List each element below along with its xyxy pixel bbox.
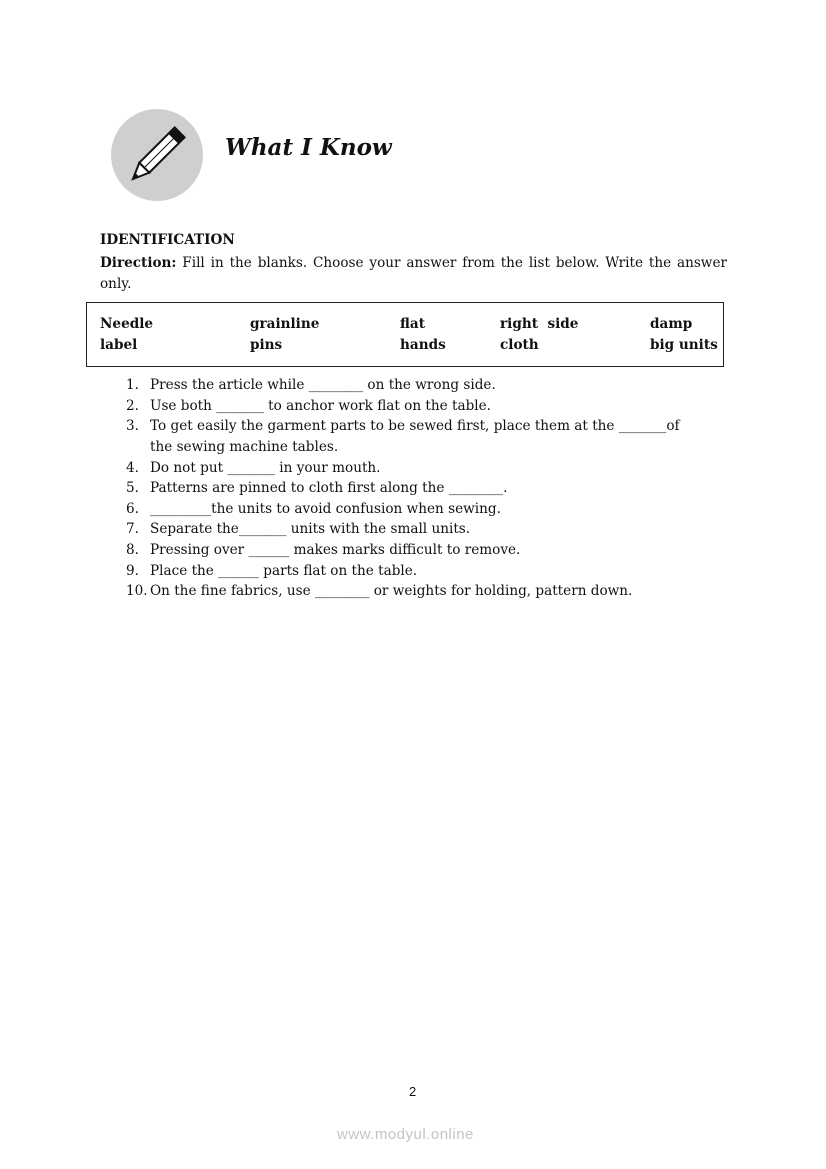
word-bank-item: right side (500, 316, 579, 332)
item-text: Place the ______ parts flat on the table. (150, 563, 418, 579)
direction-text (100, 253, 727, 295)
list-item (126, 377, 496, 393)
word-bank-item: Needle (100, 316, 154, 332)
item-number: 3. (126, 418, 139, 434)
list-item (126, 460, 381, 476)
item-number: 6. (126, 501, 139, 517)
word-bank-item: label (100, 337, 138, 353)
item-text: Use both _______ to anchor work flat on the table. (150, 398, 491, 414)
list-item (126, 563, 417, 579)
word-bank-item: damp (650, 316, 693, 332)
item-text-continued: the sewing machine tables. (150, 439, 339, 455)
list-item (126, 542, 520, 558)
item-number: 8. (126, 542, 139, 558)
list-item (126, 398, 491, 414)
list-item (126, 521, 470, 537)
word-bank-item: grainline (250, 316, 320, 332)
item-number: 7. (126, 521, 139, 537)
section-heading: IDENTIFICATION (100, 232, 235, 248)
item-text: Separate the_______ units with the small units. (150, 521, 471, 537)
item-text: Patterns are pinned to cloth first along the ________. (150, 480, 508, 496)
item-text: Do not put _______ in your mouth. (150, 460, 381, 476)
pencil-icon (111, 109, 203, 201)
list-item (126, 480, 507, 496)
direction-body: Fill in the blanks. Choose your answer from the list below. Write the answer only. (100, 255, 727, 292)
item-text: Press the article while ________ on the wrong side. (150, 377, 496, 393)
item-number: 9. (126, 563, 139, 579)
item-number: 10. (126, 583, 148, 599)
item-text: To get easily the garment parts to be sewed first, place them at the _______of (150, 418, 680, 434)
word-bank-item: flat (400, 316, 425, 332)
word-bank-item: big units (650, 337, 718, 353)
item-number: 4. (126, 460, 139, 476)
word-bank (86, 302, 724, 367)
item-number: 5. (126, 480, 139, 496)
pencil-icon-badge (111, 109, 203, 201)
word-bank-item: cloth (500, 337, 539, 353)
page-title: What I Know (225, 134, 392, 161)
item-number: 2. (126, 398, 139, 414)
item-text: _________the units to avoid confusion when sewing. (150, 501, 501, 517)
direction-label: Direction: (100, 255, 177, 271)
item-number: 1. (126, 377, 139, 393)
word-bank-item: hands (400, 337, 446, 353)
list-item (126, 583, 632, 599)
word-bank-item: pins (250, 337, 283, 353)
list-item (126, 418, 680, 455)
watermark: www.modyul.online (337, 1126, 474, 1143)
list-item (126, 501, 501, 517)
page-number: 2 (409, 1084, 417, 1099)
item-text: Pressing over ______ makes marks difficult to remove. (150, 542, 521, 558)
item-text: On the fine fabrics, use ________ or weights for holding, pattern down. (150, 583, 633, 599)
